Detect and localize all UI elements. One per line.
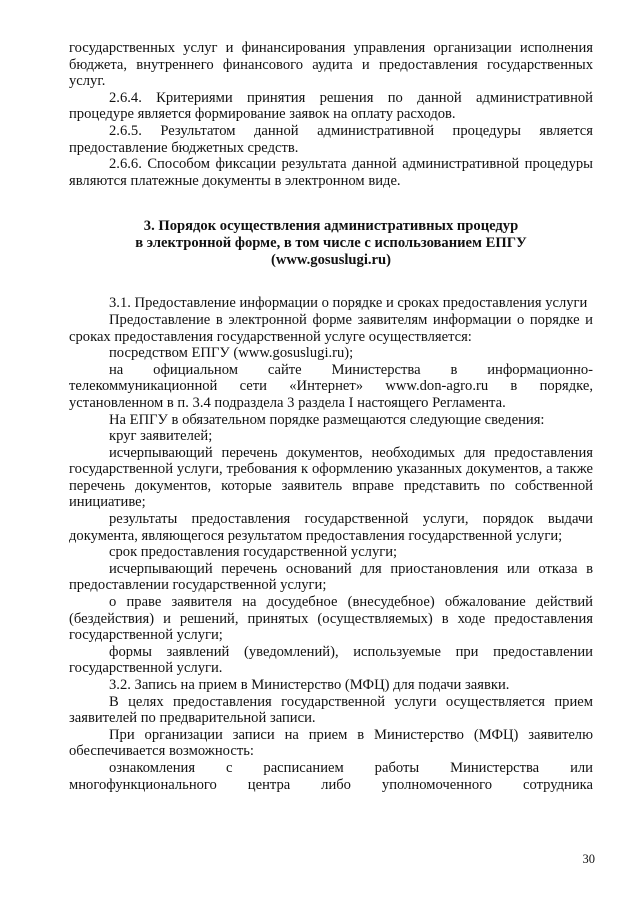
list-item-applicants: круг заявителей; (109, 428, 213, 445)
paragraph-3-2: 3.2. Запись на прием в Министерство (МФЦ) для подачи заявки. (109, 677, 510, 693)
list-item-documents: исчерпывающий перечень документов, необходимых для предоставления государственной услуги, требования к оформлению указанных документов, а также перечень документов, которые заявитель вправе представить по собственной инициативе; (69, 444, 593, 511)
paragraph-organization: При организации записи на прием в Министерство (МФЦ) заявителю обеспечивается возможность: (69, 726, 593, 760)
paragraph-info-provision: Предоставление в электронной форме заявителям информации о порядке и сроках предоставления государственной услуге осуществляется: (69, 311, 593, 345)
paragraph-2-6-6: 2.6.6. Способом фиксации результата данной административной процедуры являются платежные документы в электронном виде. (69, 156, 593, 189)
list-item-term: срок предоставления государственной услуги; (109, 544, 398, 561)
list-item-schedule: ознакомления с расписанием работы Министерства или многофункционального центра либо уполномоченного сотрудника (69, 759, 593, 793)
page-number: 30 (582, 852, 595, 866)
section-heading-line-3: (www.gosuslugi.ru) (270, 252, 391, 269)
paragraph-2-6-4: 2.6.4. Критериями принятия решения по данной административной процедуре является формирование заявок на оплату расходов. (69, 89, 593, 123)
list-item-forms: формы заявлений (уведомлений), используемые при предоставлении государственной услуги. (69, 643, 593, 677)
list-item-appeal: о праве заявителя на досудебное (внесудебное) обжалование действий (бездействия) и решений, принятых (осуществляемых) в ходе предоставления государственной услуги; (69, 594, 593, 644)
paragraph-appointment: В целях предоставления государственной услуги осуществляется прием заявителей по предварительной записи. (69, 693, 593, 727)
list-item-epgu: посредством ЕПГУ (www.gosuslugi.ru); (109, 345, 354, 362)
section-heading (69, 218, 593, 269)
paragraph-continuation: государственных услуг и финансирования управления организации исполнения бюджета, внутреннего финансового аудита и предоставления государственных услуг. (69, 40, 593, 90)
section-heading-line-1: 3. Порядок осуществления административных процедур (143, 218, 519, 235)
list-item-grounds: исчерпывающий перечень оснований для приостановления или отказа в предоставлении государственной услуги; (69, 560, 593, 594)
paragraph-3-1: 3.1. Предоставление информации о порядке и сроках предоставления услуги (109, 295, 588, 312)
paragraph-epgu-info: На ЕПГУ в обязательном порядке размещаются следующие сведения: (109, 411, 545, 428)
list-item-results: результаты предоставления государственной услуги, порядок выдачи документа, являющегося результатом предоставления государственной услуги; (69, 511, 593, 544)
list-item-official-site: на официальном сайте Министерства в информационно-телекоммуникационной сети «Интернет» www.don-agro.ru в порядке, установленном в п. 3.4 подраздела 3 раздела I настоящего Регламента. (69, 361, 593, 411)
section-heading-line-2: в электронной форме, в том числе с использованием ЕПГУ (135, 235, 527, 252)
document-body (69, 40, 593, 793)
paragraph-2-6-5: 2.6.5. Результатом данной административной процедуры является предоставление бюджетных средств. (69, 122, 593, 156)
